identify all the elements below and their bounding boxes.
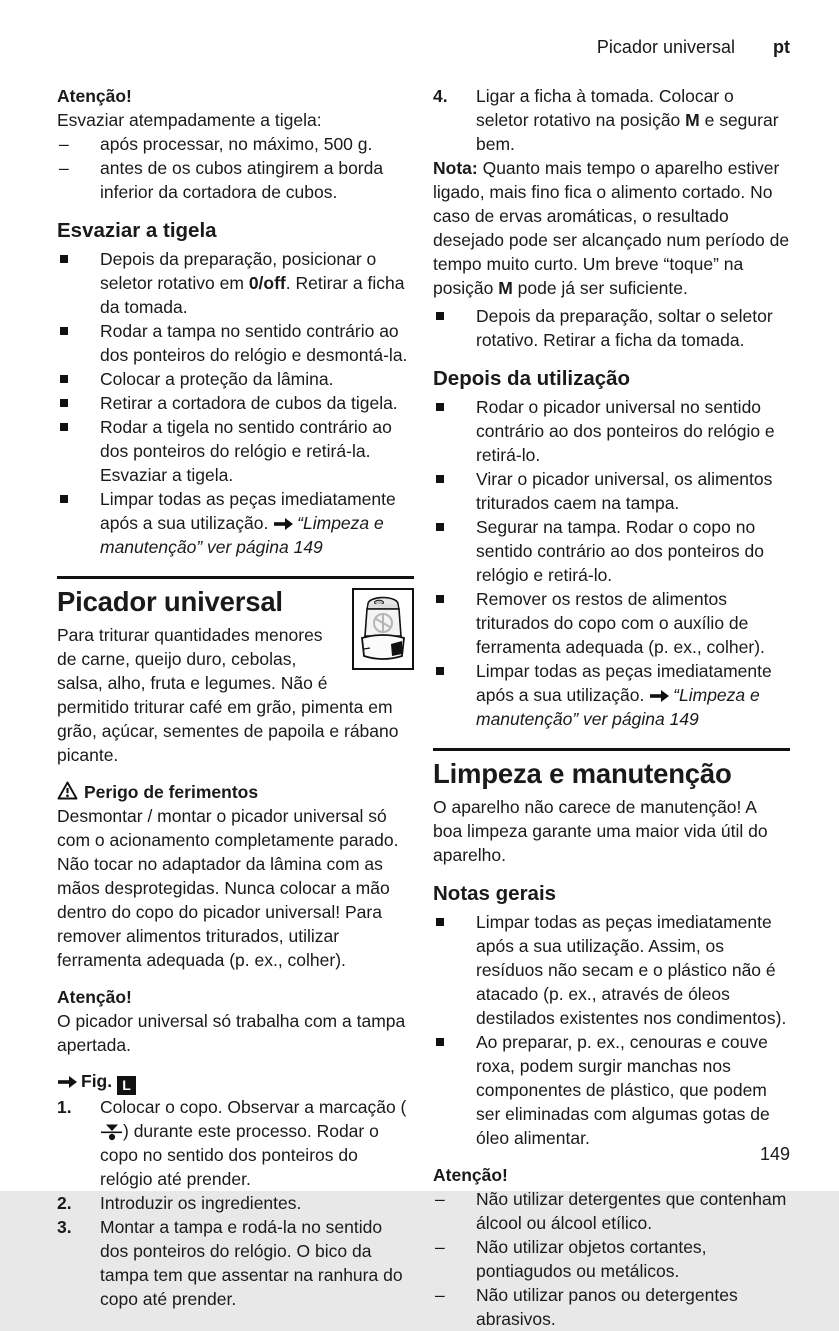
list-item-text	[100, 1217, 403, 1309]
list-item	[57, 156, 414, 204]
attention-label: Atenção!	[433, 1165, 508, 1185]
list-item	[433, 910, 790, 1030]
left-column	[57, 84, 414, 1311]
bullet-list	[433, 395, 790, 731]
text-segment: “Limpeza e manutenção” ver página 149	[476, 685, 760, 729]
text-segment: M	[498, 278, 513, 298]
square-bullet	[436, 523, 444, 531]
arrow-icon	[650, 690, 669, 702]
list-item-text	[100, 158, 383, 202]
text-segment: ) durante este processo. Rodar o copo no sentido dos ponteiros do relógio até prender.	[100, 1120, 379, 1189]
list-item	[433, 1235, 790, 1283]
square-bullet	[436, 1038, 444, 1046]
danger-label	[57, 780, 414, 804]
numbered-steps	[57, 1095, 414, 1311]
list-item-text	[476, 912, 786, 1028]
list-item-text	[476, 1237, 707, 1281]
square-bullet	[60, 375, 68, 383]
dash-bullet: –	[435, 1237, 445, 1257]
list-item	[57, 391, 414, 415]
text-segment: Não utilizar detergentes que contenham álcool ou álcool etílico.	[476, 1189, 787, 1233]
text-segment: Depois da preparação, posicionar o seletor rotativo em	[100, 249, 377, 293]
picador-intro: Para triturar quantidades menores de carne, queijo duro, cebolas, salsa, alho, fruta e legumes. Não é permitido triturar café em grão, pimenta em grão, açúcar, sementes de papoila e rábano picante.	[57, 625, 399, 765]
list-item-text	[476, 1285, 738, 1329]
list-item	[57, 132, 414, 156]
bullet-list	[57, 247, 414, 559]
text-segment: Nota:	[433, 158, 478, 178]
chapter-heading-limpeza: Limpeza e manutenção	[433, 758, 732, 789]
list-item	[433, 587, 790, 659]
step-number: 1.	[57, 1096, 72, 1117]
list-item-text	[476, 661, 772, 729]
text-segment: Rodar a tampa no sentido contrário ao dos ponteiros do relógio e desmontá-la.	[100, 321, 408, 365]
chapter-title: Picador universal	[596, 37, 735, 57]
text-segment: Colocar a proteção da lâmina.	[100, 369, 334, 389]
square-bullet	[436, 918, 444, 926]
text-segment: Limpar todas as peças imediatamente após a sua utilização.	[476, 661, 772, 705]
section-divider	[57, 576, 414, 579]
warning-icon	[57, 781, 78, 800]
mini-chopper-icon	[352, 588, 414, 670]
dash-list	[57, 132, 414, 204]
text-segment: Ligar a ficha à tomada. Colocar o seletor rotativo na posição	[476, 86, 734, 130]
text-segment: Rodar o picador universal no sentido contrário ao dos ponteiros do relógio e retirá-lo.	[476, 397, 775, 465]
text-segment: Colocar o copo. Observar a marcação (	[100, 1096, 407, 1117]
text-segment: 0/off	[248, 273, 286, 293]
list-item-text	[100, 417, 392, 485]
list-item-text	[100, 321, 407, 365]
danger-title: Perigo de ferimentos	[84, 782, 259, 802]
square-bullet	[436, 667, 444, 675]
list-item	[57, 1215, 414, 1311]
attention-label: Atenção!	[57, 987, 132, 1007]
square-bullet	[60, 327, 68, 335]
text-segment: Segurar na tampa. Rodar o copo no sentido contrário ao dos ponteiros do relógio e retirá-lo.	[476, 517, 764, 585]
square-bullet	[436, 403, 444, 411]
list-item-text	[476, 397, 775, 465]
list-item-text	[476, 469, 772, 513]
text-segment: Ao preparar, p. ex., cenouras e couve roxa, podem surgir manchas nos componentes de plástico, que podem ser eliminadas com algumas gotas de óleo alimentar.	[476, 1032, 770, 1148]
list-item-text	[100, 249, 404, 317]
list-item-text	[476, 1189, 786, 1233]
list-item	[433, 1187, 790, 1235]
square-bullet	[436, 595, 444, 603]
square-bullet	[60, 495, 68, 503]
fig-letter-box: L	[117, 1076, 136, 1095]
text-segment: Limpar todas as peças imediatamente após a sua utilização. Assim, os resíduos não secam e o plástico não é atacado (p. ex., através de óleos destilados existentes nos condimentos).	[476, 912, 787, 1028]
section-heading-notas: Notas gerais	[433, 882, 557, 905]
text-segment: Remover os restos de alimentos triturados do copo com o auxílio de ferramenta adequada (p. ex., colher).	[476, 589, 765, 657]
text-segment: antes de os cubos atingirem a borda inferior da cortadora de cubos.	[100, 158, 384, 202]
numbered-steps	[433, 84, 790, 156]
chapter-heading-picador: Picador universal	[57, 586, 283, 617]
list-item	[57, 1095, 414, 1191]
text-segment: Não utilizar panos ou detergentes abrasivos.	[476, 1285, 738, 1329]
square-bullet	[436, 475, 444, 483]
list-item	[433, 659, 790, 731]
square-bullet	[436, 312, 444, 320]
list-item	[57, 415, 414, 487]
text-segment: Montar a tampa e rodá-la no sentido dos ponteiros do relógio. O bico da tampa tem que assentar na ranhura do copo até prender.	[100, 1216, 403, 1309]
text-segment: Limpar todas as peças imediatamente após a sua utilização.	[100, 489, 396, 533]
text-segment: Introduzir os ingredientes.	[100, 1192, 302, 1213]
list-item	[433, 1030, 790, 1150]
list-item	[433, 395, 790, 467]
arrow-icon	[58, 1076, 77, 1088]
list-item	[57, 247, 414, 319]
list-item	[57, 1191, 414, 1215]
list-item	[433, 84, 790, 156]
list-item-text	[100, 393, 398, 413]
section-picador	[57, 586, 414, 767]
attention-text: O picador universal só trabalha com a tampa apertada.	[57, 1011, 406, 1055]
note-paragraph	[433, 156, 790, 300]
text-segment: Depois da preparação, soltar o seletor rotativo. Retirar a ficha da tomada.	[476, 306, 773, 350]
text-segment: Não utilizar objetos cortantes, pontiagudos ou metálicos.	[476, 1237, 707, 1281]
list-item	[57, 367, 414, 391]
figure-reference	[57, 1069, 414, 1095]
language-code: pt	[773, 37, 790, 57]
list-item-text	[100, 134, 372, 154]
list-item	[433, 515, 790, 587]
list-item-text	[476, 589, 765, 657]
list-item-text	[100, 489, 396, 557]
dash-bullet: –	[435, 1189, 445, 1209]
list-item-text	[476, 306, 773, 350]
section-heading-depois: Depois da utilização	[433, 367, 631, 390]
list-item-text	[476, 517, 764, 585]
bullet-list	[433, 304, 790, 352]
list-item-text	[100, 1193, 301, 1213]
marking-symbol-icon	[101, 1122, 122, 1141]
text-segment: Quanto mais tempo o aparelho estiver ligado, mais fino fica o alimento cortado. No caso de ervas aromáticas, o resultado desejado pode ser alcançado num período de tempo muito curto. Um breve “toque” na posição	[433, 158, 790, 298]
list-item	[57, 487, 414, 559]
right-column	[433, 84, 790, 1331]
danger-text: Desmontar / montar o picador universal só com o acionamento completamente parado. Não tocar no adaptador da lâmina com as mãos desprotegidas. Nunca colocar a mão dentro do copo do picador universal! Para remover alimentos triturados, utilizar ferramenta adequada (p. ex., colher).	[57, 806, 399, 970]
list-item	[433, 304, 790, 352]
square-bullet	[60, 255, 68, 263]
attention-intro: Esvaziar atempadamente a tigela:	[57, 110, 322, 130]
text-segment: após processar, no máximo, 500 g.	[100, 134, 373, 154]
square-bullet	[60, 399, 68, 407]
section-heading-esvaziar: Esvaziar a tigela	[57, 219, 217, 242]
list-item-text	[100, 1097, 406, 1189]
text-segment: pode já ser suficiente.	[512, 278, 688, 298]
step-number: 2.	[57, 1192, 72, 1213]
page-number: 149	[759, 1144, 790, 1164]
text-segment: Retirar a cortadora de cubos da tigela.	[100, 393, 398, 413]
text-segment: M	[685, 110, 700, 130]
square-bullet	[60, 423, 68, 431]
text-segment: . Retirar a ficha da tomada.	[100, 273, 405, 317]
limpeza-intro: O aparelho não carece de manutenção! A boa limpeza garante uma maior vida útil do aparelho.	[433, 797, 768, 865]
text-segment: Rodar a tigela no sentido contrário ao dos ponteiros do relógio e retirá-la. Esvaziar a tigela.	[100, 417, 392, 485]
list-item	[433, 467, 790, 515]
section-divider	[433, 748, 790, 751]
step-number: 3.	[57, 1216, 72, 1237]
bullet-list	[433, 910, 790, 1150]
list-item-text	[476, 86, 779, 154]
dash-bullet: –	[59, 134, 69, 154]
text-segment: Virar o picador universal, os alimentos triturados caem na tampa.	[476, 469, 773, 513]
dash-bullet: –	[59, 158, 69, 178]
list-item	[433, 1283, 790, 1331]
text-segment: “Limpeza e manutenção” ver página 149	[100, 513, 384, 557]
arrow-icon	[274, 518, 293, 530]
mini-chopper-drawing	[358, 594, 408, 664]
list-item	[57, 319, 414, 367]
text-segment: Fig.	[81, 1071, 117, 1091]
running-header	[597, 36, 790, 58]
dash-list	[433, 1187, 790, 1331]
dash-bullet: –	[435, 1285, 445, 1305]
attention-label: Atenção!	[57, 86, 132, 106]
list-item-text	[476, 1032, 770, 1148]
step-number: 4.	[433, 86, 448, 106]
list-item-text	[100, 369, 333, 389]
text-segment: e segurar bem.	[476, 110, 779, 154]
